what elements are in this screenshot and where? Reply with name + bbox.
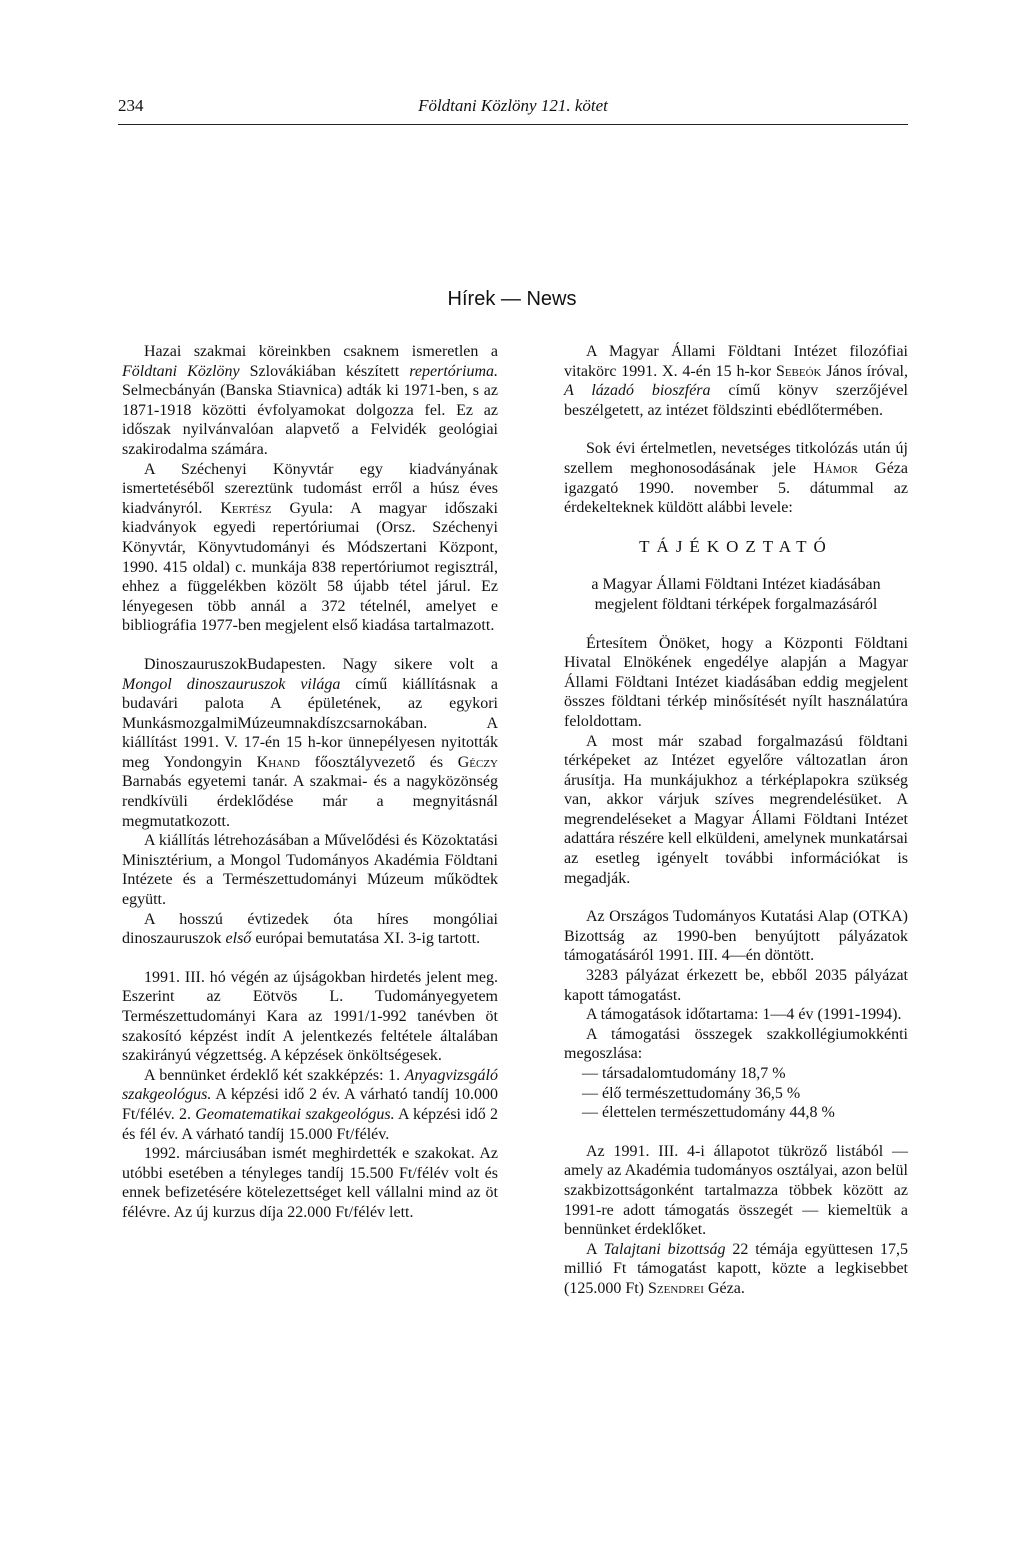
paragraph-szakkepzes: A bennünket érdeklő két szakképzés: 1. Anyagvizsgáló szakgeológus. A képzési idő 2 év. A várható tandíj 10.000 Ft/félév. 2. Geomatematikai szakgeológus. A képzési idő 2 és fél év. A várható tandíj 15.000 Ft/félév. [122, 1066, 498, 1143]
paragraph-ertesitem: Értesítem Önöket, hogy a Központi Földtani Hivatal Elnökének engedélye alapján a Magyar Állami Földtani Intézet kiadásában eddig megjelent összes földtani térkép minősítését nyílt használatúra feloldottam. [564, 634, 908, 730]
paragraph-palyazat: 3283 pályázat érkezett be, ebből 2035 pályázat kapott támogatást. [564, 967, 908, 1004]
tajekoztato-subtitle: a Magyar Állami Földtani Intézet kiadásában megjelent földtani térképek forgalmazásáról [591, 576, 881, 613]
right-column [564, 342, 908, 1299]
paragraph-titkolozas: Sok évi értelmetlen, nevetséges titkolózás után új szellem meghonosodásának jele Hámor Géza igazgató 1990. november 5. dátummal az érdekelteknek küldött alábbi levele: [564, 440, 908, 517]
tajekoztato-heading: TÁJÉKOZTATÓ [639, 536, 833, 556]
page-number: 234 [118, 96, 144, 115]
paragraph-forgalmazas: A most már szabad forgalmazású földtani térképeket az Intézet egyelőre változatlan áron árusítja. Ha munkájukhoz a térképlapokra szükség van, akkor várjuk szíves megrendelésüket. A megrendeléseket a Magyar Állami Földtani Intézet adattára részére kell elküldeni, amelynek munkatársai az esetleg igényelt további információkat is megadják. [564, 732, 908, 887]
paragraph-bemutatas: A hosszú évtizedek óta híres mongóliai dinoszauruszok első európai bemutatása XI. 3-ig tartott. [122, 910, 498, 948]
paragraph-idotartam: A támogatások időtartama: 1—4 év (1991-1994). [586, 1006, 902, 1024]
paragraph-talajtani: A Talajtani bizottság 22 témája együttesen 17,5 millió Ft támogatást kapott, közte a legkisebbet (125.000 Ft) Szendrei Géza. [564, 1240, 909, 1297]
header-rule [118, 124, 908, 125]
paragraph-hirdetes: 1991. III. hó végén az újságokban hirdetés jelent meg. Eszerint az Eötvös L. Tudományegyetem Természettudományi Kara az 1991/1-992 tanévben öt szakosító képzést indít A jelentkezés feltétele általában szakirányú végzettség. A képzések önköltségesek. [122, 968, 498, 1065]
list-item: — élő természettudomány 36,5 % [582, 1084, 801, 1102]
paragraph-1992: 1992. márciusában ismét meghirdették e szakokat. Az utóbbi esetében a tényleges tandíj 15.500 Ft/félév volt és ennek befizetésére kötelezettséget kell vállalni mind az öt félévre. Az új kurzus díja 22.000 Ft/félév lett. [122, 1145, 498, 1221]
paragraph-lista: Az 1991. III. 4-i állapotot tükröző listából — amely az Akadémia tudományos osztályai, azon belül szakbizottságonként tartalmazza többek között az 1991-re adott támogatás összegét — kiemeltük a bennünket érdeklőket. [564, 1142, 908, 1239]
paragraph-dinoszauruszok: DinoszauruszokBudapesten. Nagy sikere volt a Mongol dinoszauruszok világa című kiállításnak a budavári palota A épületének, az egykori MunkásmozgalmiMúzeumnakdíszcsarnokában. A kiállítást 1991. V. 17-én 15 h-kor ünnepélyesen nyitották meg Yondongyin Khand főosztályvezető és Géczy Barnabás egyetemi tanár. A szakmai- és a nagyközönség rendkívüli érdeklődése már a megnyitásnál megmutatkozott. [122, 655, 498, 830]
journal-title: Földtani Közlöny 121. kötet [418, 96, 608, 115]
paragraph-kiallitas: A kiállítás létrehozásában a Művelődési és Közoktatási Minisztérium, a Mongol Tudományos Akadémia Földtani Intézete és a Természettudományi Múzeum működtek együtt. [122, 832, 498, 909]
left-column [122, 342, 498, 1223]
paragraph-vitakor: A Magyar Állami Földtani Intézet filozófiai vitakörc 1991. X. 4-én 15 h-kor Sebeók János íróval, A lázadó bioszféra című könyv szerzőjével beszélgetett, az intézet földszinti ebédlőtermében. [564, 343, 908, 419]
list-item: — élettelen természettudomány 44,8 % [582, 1104, 835, 1122]
section-title: Hírek — News [447, 288, 577, 310]
paragraph-szechenyi: A Széchenyi Könyvtár egy kiadványának ismertetéséből szereztünk tudomást erről a húsz éves kiadványról. Kertész Gyula: A magyar időszaki kiadványok egyedi repertóriumai (Orsz. Széchenyi Könyvtár, Könyvtudományi és Módszertani Központ, 1990. 415 oldal) c. munkája 838 repertóriumot regisztrál, ehhez a függelékben közölt 58 újabb tétel járul. Ez lényegesen több annál a 372 tételnél, amelyet e bibliográfia 1977-ben megjelent első kiadása tartalmazott. [122, 460, 499, 635]
paragraph-megoszlas: A támogatási összegek szakkollégiumokkénti megoszlása: [564, 1025, 908, 1063]
list-item: — társadalomtudomány 18,7 % [582, 1065, 786, 1082]
paragraph-repertorium: Hazai szakmai köreinkben csaknem ismeretlen a Földtani Közlöny Szlovákiában készített repertóriuma. Selmecbányán (Banska Stiavnica) adták ki 1971-ben, s az 1871-1918 közötti évfolyamokat dolgozza fel. Ez az időszak nyilvánvalóan alapvető a Felvidék geológiai szakirodalma számára. [122, 343, 498, 458]
paragraph-otka: Az Országos Tudományos Kutatási Alap (OTKA) Bizottság az 1990-ben benyújtott pályázatok támogatásáról 1991. III. 4—én döntött. [564, 908, 908, 965]
page-header [118, 96, 908, 120]
